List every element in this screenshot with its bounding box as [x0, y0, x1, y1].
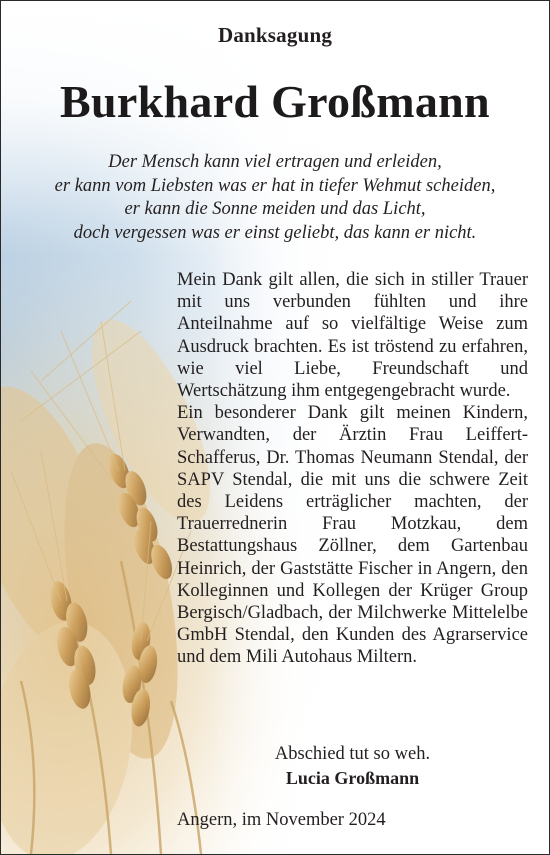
- poem-line: er kann vom Liebsten was er hat in tiefer Wehmut scheiden,: [54, 175, 496, 196]
- poem-line: er kann die Sonne meiden und das Licht,: [124, 199, 426, 219]
- thanks-paragraph: Ein besonderer Dank gilt meinen Kindern, Verwandten, der Ärztin Frau Leiffert-Schafferus, Dr. Thomas Neumann Stendal, der SAPV Stendal, die mit uns die schwere Zeit des Leidens erträglicher machten, der Trauerrednerin Frau Motzkau, dem Bestattungshaus Zöllner, dem Gartenbau Heinrich, der Gaststätte Fischer in Angern, den Kolleginnen und Kollegen der Krüger Group Bergisch/Gladbach, der Milchwerke Mittelelbe GmbH Stendal, den Kunden des Agrarservice und dem Mili Autohaus Miltern.: [177, 403, 528, 668]
- deceased-name: Burkhard Großmann: [60, 76, 490, 127]
- closing-block: [177, 742, 528, 790]
- memorial-poem: [1, 151, 549, 245]
- poem-line: Der Mensch kann viel ertragen und erleiden,: [108, 152, 442, 172]
- notice-heading: Danksagung: [217, 23, 333, 47]
- place-and-date: Angern, im November 2024: [177, 810, 386, 830]
- thanks-paragraph: Mein Dank gilt allen, die sich in stiller Trauer mit uns verbunden fühlten und ihre Anteilnahme auf so vielfältige Weise zum Ausdruck brachten. Es ist tröstend zu erfahren, wie viel Liebe, Freundschaft und Wertschätzung ihm entgegengebracht wurde.: [177, 270, 528, 402]
- closing-line: Abschied tut so weh.: [274, 744, 431, 764]
- poem-line: doch vergessen was er einst geliebt, das kann er nicht.: [73, 222, 477, 243]
- signer-name: Lucia Großmann: [285, 768, 420, 788]
- thank-you-text: [177, 269, 528, 669]
